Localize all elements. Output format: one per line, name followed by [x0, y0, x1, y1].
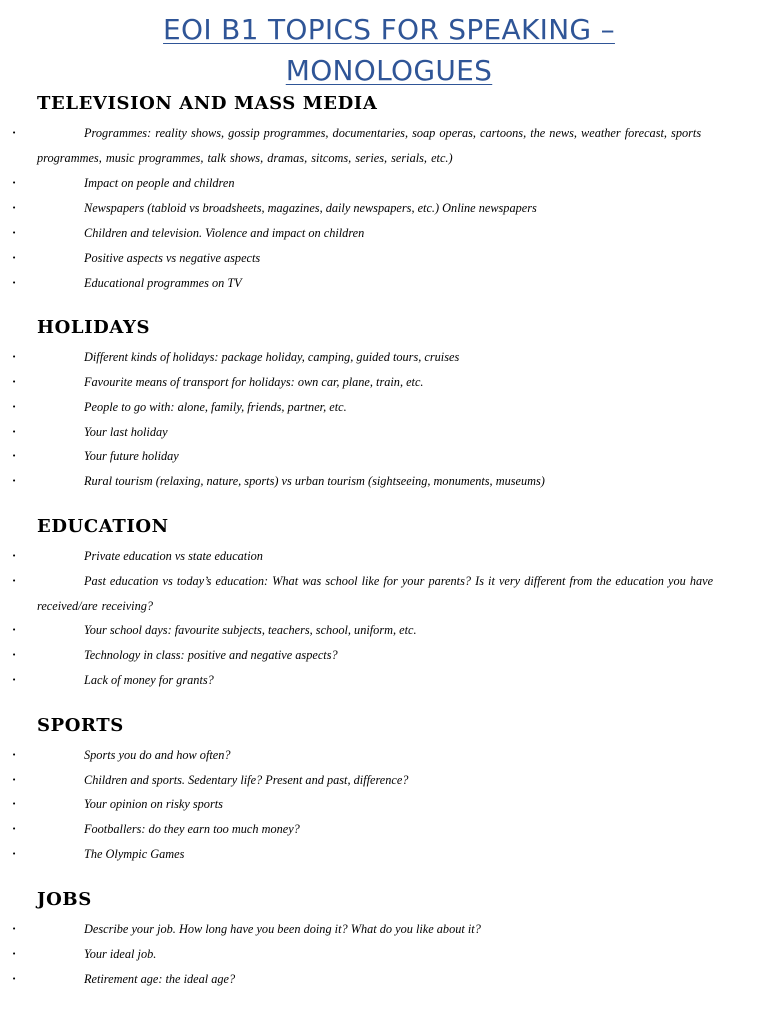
bullet-icon: •: [12, 229, 17, 237]
document-title-line-2: MONOLOGUES: [285, 54, 493, 87]
section-heading-jobs: JOBS: [37, 889, 92, 910]
bullet-icon: •: [12, 676, 17, 684]
list-item: The Olympic Games: [84, 847, 185, 861]
list-item: Retirement age: the ideal age?: [84, 972, 236, 986]
bullet-icon: •: [12, 552, 17, 560]
list-item: Favourite means of transport for holidays: own car, plane, train, etc.: [84, 375, 424, 389]
list-item: Children and sports. Sedentary life? Present and past, difference?: [84, 773, 409, 787]
list-item: Lack of money for grants?: [84, 673, 214, 687]
bullet-icon: •: [12, 403, 17, 411]
list-item: Your school days: favourite subjects, teachers, school, uniform, etc.: [84, 623, 417, 637]
section-heading-education: EDUCATION: [37, 516, 169, 537]
list-item: Your last holiday: [84, 425, 168, 439]
bullet-icon: •: [12, 950, 17, 958]
list-item: Your opinion on risky sports: [84, 797, 223, 811]
bullet-icon: •: [12, 279, 17, 287]
document-title-line-1: EOI B1 TOPICS FOR SPEAKING –: [163, 13, 615, 46]
list-item: Educational programmes on TV: [84, 276, 242, 290]
bullet-icon: •: [12, 776, 17, 784]
list-item: Newspapers (tabloid vs broadsheets, magazines, daily newspapers, etc.) Online newspapers: [84, 201, 537, 215]
list-item: Rural tourism (relaxing, nature, sports) vs urban tourism (sightseeing, monuments, museums): [84, 474, 545, 488]
list-item: Footballers: do they earn too much money?: [84, 822, 300, 836]
list-item: Sports you do and how often?: [84, 748, 231, 762]
list-item: Private education vs state education: [84, 549, 263, 563]
bullet-icon: •: [12, 353, 17, 361]
bullet-icon: •: [12, 452, 17, 460]
list-item: Impact on people and children: [84, 176, 235, 190]
section-heading-sports: SPORTS: [37, 715, 124, 736]
list-item: Past education vs today’s education: What was school like for your parents? Is it very different from the education you have received/are receiving?: [37, 574, 714, 613]
list-item: People to go with: alone, family, friends, partner, etc.: [84, 400, 347, 414]
section-heading-holidays: HOLIDAYS: [37, 317, 151, 338]
bullet-icon: •: [12, 204, 17, 212]
bullet-icon: •: [12, 179, 17, 187]
bullet-icon: •: [12, 825, 17, 833]
bullet-icon: •: [12, 626, 17, 634]
bullet-icon: •: [12, 477, 17, 485]
section-heading-television: TELEVISION AND MASS MEDIA: [37, 93, 378, 114]
list-item: Positive aspects vs negative aspects: [84, 251, 261, 265]
bullet-icon: •: [12, 975, 17, 983]
list-item: Programmes: reality shows, gossip programmes, documentaries, soap operas, cartoons, the news, weather forecast, sports programmes, music programmes, talk shows, dramas, sitcoms, series, serials, etc.): [37, 126, 702, 165]
bullet-icon: •: [12, 800, 17, 808]
list-item: Children and television. Violence and impact on children: [84, 226, 365, 240]
list-item: Your ideal job.: [84, 947, 157, 961]
bullet-icon: •: [12, 254, 17, 262]
bullet-icon: •: [12, 925, 17, 933]
list-item: Technology in class: positive and negative aspects?: [84, 648, 338, 662]
bullet-icon: •: [12, 651, 17, 659]
bullet-icon: •: [12, 850, 17, 858]
list-item: Describe your job. How long have you been doing it? What do you like about it?: [84, 922, 481, 936]
list-item: Different kinds of holidays: package holiday, camping, guided tours, cruises: [84, 350, 460, 364]
bullet-icon: •: [12, 751, 17, 759]
bullet-icon: •: [12, 129, 17, 137]
list-item: Your future holiday: [84, 449, 179, 463]
bullet-icon: •: [12, 378, 17, 386]
bullet-icon: •: [12, 577, 17, 585]
bullet-icon: •: [12, 428, 17, 436]
